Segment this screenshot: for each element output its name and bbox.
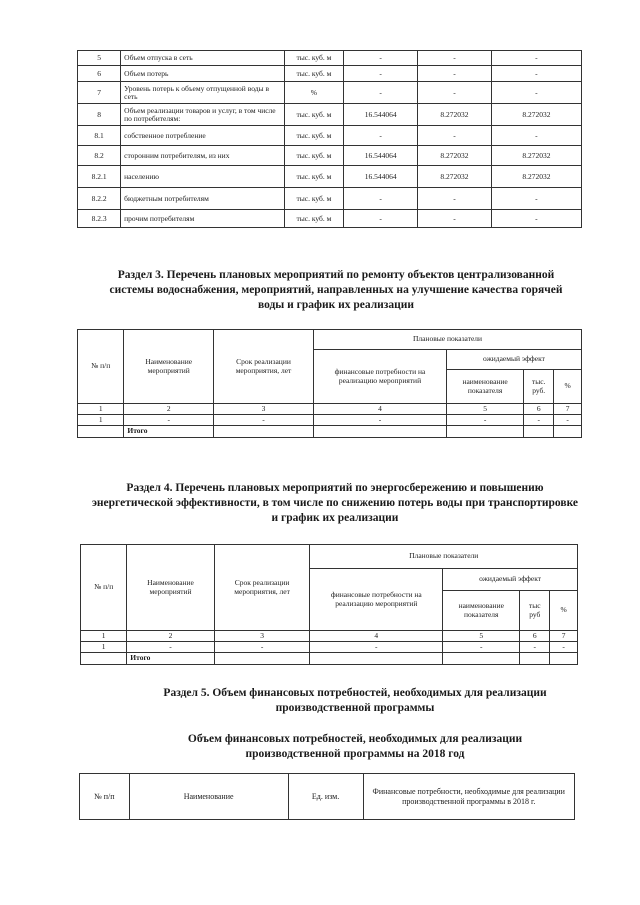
s4-cell: - — [550, 642, 578, 653]
row-unit: тыс. куб. м — [284, 66, 344, 82]
row-indicator-name: бюджетным потребителям — [121, 188, 284, 210]
s4-cell: - — [214, 642, 310, 653]
table-row — [78, 188, 582, 210]
row-value: - — [344, 51, 418, 66]
row-unit: тыс. куб. м — [284, 104, 344, 126]
table-row — [78, 210, 582, 228]
s4-total: Итого — [127, 653, 214, 665]
row-value: - — [491, 126, 581, 146]
s4-idx: 6 — [520, 631, 550, 642]
table-row — [78, 126, 582, 146]
row-value: - — [344, 210, 418, 228]
row-value: - — [418, 51, 492, 66]
s3-cell: 1 — [78, 415, 124, 426]
s3-cell: - — [446, 415, 523, 426]
row-indicator-name: собственное потребление — [121, 126, 284, 146]
row-number: 6 — [78, 66, 121, 82]
s4-cell: 1 — [81, 642, 127, 653]
table-row — [78, 104, 582, 126]
s4-cell: - — [443, 642, 520, 653]
row-indicator-name: населению — [121, 166, 284, 188]
section3-table — [77, 329, 582, 438]
s3-idx: 2 — [124, 404, 214, 415]
row-number: 8.2 — [78, 146, 121, 166]
row-number: 7 — [78, 82, 121, 104]
s3-h-fin: финансовые потребности на реализацию мероприятий — [314, 350, 447, 404]
s3-idx: 7 — [554, 404, 582, 415]
row-value: - — [491, 51, 581, 66]
row-value: 8.272032 — [491, 146, 581, 166]
row-value: - — [491, 210, 581, 228]
section4-table — [80, 544, 578, 665]
row-value: - — [418, 82, 492, 104]
s3-h-num: № п/п — [78, 330, 124, 404]
s3-cell: - — [554, 415, 582, 426]
row-value: - — [418, 66, 492, 82]
s4-h-term: Срок реализации мероприятия, лет — [214, 545, 310, 631]
row-unit: тыс. куб. м — [284, 188, 344, 210]
s4-cell: - — [310, 642, 443, 653]
row-value: 8.272032 — [418, 146, 492, 166]
row-number: 8.1 — [78, 126, 121, 146]
s3-idx: 3 — [214, 404, 314, 415]
s3-h-effect: ожидаемый эффект — [446, 350, 581, 370]
s3-idx: 1 — [78, 404, 124, 415]
section5-subheading: Объем финансовых потребностей, необходимых для реализации производственной программы на 2018 год — [187, 733, 523, 761]
row-number: 8.2.3 — [78, 210, 121, 228]
row-value: 16.544064 — [344, 146, 418, 166]
row-value: 16.544064 — [344, 166, 418, 188]
row-number: 5 — [78, 51, 121, 66]
s4-h-ind: наименование показателя — [443, 591, 520, 631]
s5-h-fin: Финансовые потребности, необходимые для реализации производственной программы в 2018 г. — [363, 774, 574, 820]
row-value: - — [344, 126, 418, 146]
s4-idx: 5 — [443, 631, 520, 642]
s4-idx: 4 — [310, 631, 443, 642]
row-value: - — [491, 82, 581, 104]
section5-table — [79, 773, 575, 820]
section3-heading: Раздел 3. Перечень плановых мероприятий по ремонту объектов централизованной системы водоснабжения, мероприятий, направленных на улучшение качества горячей воды и график их реализации — [109, 269, 563, 312]
s4-h-rub: тыс руб — [520, 591, 550, 631]
s4-h-num: № п/п — [81, 545, 127, 631]
s3-idx: 5 — [446, 404, 523, 415]
row-indicator-name: Объем реализации товаров и услуг, в том числе по потребителям: — [121, 104, 284, 126]
s4-idx: 1 — [81, 631, 127, 642]
s5-h-name: Наименование — [129, 774, 288, 820]
row-number: 8.2.2 — [78, 188, 121, 210]
row-indicator-name: прочим потребителям — [121, 210, 284, 228]
row-value: - — [418, 188, 492, 210]
table-row — [78, 51, 582, 66]
s3-cell: - — [524, 415, 554, 426]
row-unit: тыс. куб. м — [284, 146, 344, 166]
row-number: 8 — [78, 104, 121, 126]
table-row — [78, 166, 582, 188]
row-indicator-name: Объем отпуска в сеть — [121, 51, 284, 66]
row-value: 8.272032 — [491, 104, 581, 126]
row-value: 8.272032 — [491, 166, 581, 188]
s3-cell: - — [314, 415, 447, 426]
s3-idx: 4 — [314, 404, 447, 415]
s4-h-pct: % — [550, 591, 578, 631]
s4-cell: - — [520, 642, 550, 653]
row-value: - — [344, 188, 418, 210]
row-indicator-name: сторонним потребителям, из них — [121, 146, 284, 166]
row-unit: % — [284, 82, 344, 104]
s3-cell: - — [214, 415, 314, 426]
row-unit: тыс. куб. м — [284, 51, 344, 66]
row-value: - — [491, 66, 581, 82]
s3-h-term: Срок реализации мероприятия, лет — [214, 330, 314, 404]
row-value: - — [344, 82, 418, 104]
s4-idx: 7 — [550, 631, 578, 642]
row-value: - — [491, 188, 581, 210]
row-value: - — [418, 126, 492, 146]
row-indicator-name: Уровень потерь к объему отпущенной воды в сеть — [121, 82, 284, 104]
s3-h-ind: наименование показателя — [446, 370, 523, 404]
row-unit: тыс. куб. м — [284, 210, 344, 228]
s3-h-pct: % — [554, 370, 582, 404]
row-unit: тыс. куб. м — [284, 126, 344, 146]
row-value: - — [418, 210, 492, 228]
s4-h-name: Наименование мероприятий — [127, 545, 214, 631]
s5-h-num: № п/п — [80, 774, 130, 820]
s4-h-fin: финансовые потребности на реализацию мероприятий — [310, 569, 443, 631]
s4-cell: - — [127, 642, 214, 653]
s4-idx: 2 — [127, 631, 214, 642]
table-row — [78, 82, 582, 104]
row-number: 8.2.1 — [78, 166, 121, 188]
row-value: 16.544064 — [344, 104, 418, 126]
production-indicators-table — [77, 50, 582, 228]
s3-cell: - — [124, 415, 214, 426]
row-indicator-name: Объем потерь — [121, 66, 284, 82]
s3-total: Итого — [124, 426, 214, 438]
s3-h-name: Наименование мероприятий — [124, 330, 214, 404]
s3-h-rub: тыс. руб. — [524, 370, 554, 404]
s5-h-unit: Ед. изм. — [288, 774, 363, 820]
s4-idx: 3 — [214, 631, 310, 642]
s3-idx: 6 — [524, 404, 554, 415]
s3-h-plan: Плановые показатели — [314, 330, 582, 350]
s4-h-effect: ожидаемый эффект — [443, 569, 578, 591]
row-value: 8.272032 — [418, 104, 492, 126]
section5-heading: Раздел 5. Объем финансовых потребностей, необходимых для реализации производственной программы — [163, 687, 547, 715]
s4-h-plan: Плановые показатели — [310, 545, 578, 569]
section4-heading: Раздел 4. Перечень плановых мероприятий по энергосбережению и повышению энергетической эффективности, в том числе по снижению потерь воды при транспортировке и график их реализации — [91, 482, 579, 525]
table-row — [78, 146, 582, 166]
row-value: 8.272032 — [418, 166, 492, 188]
row-unit: тыс. куб. м — [284, 166, 344, 188]
table-row — [78, 66, 582, 82]
row-value: - — [344, 66, 418, 82]
